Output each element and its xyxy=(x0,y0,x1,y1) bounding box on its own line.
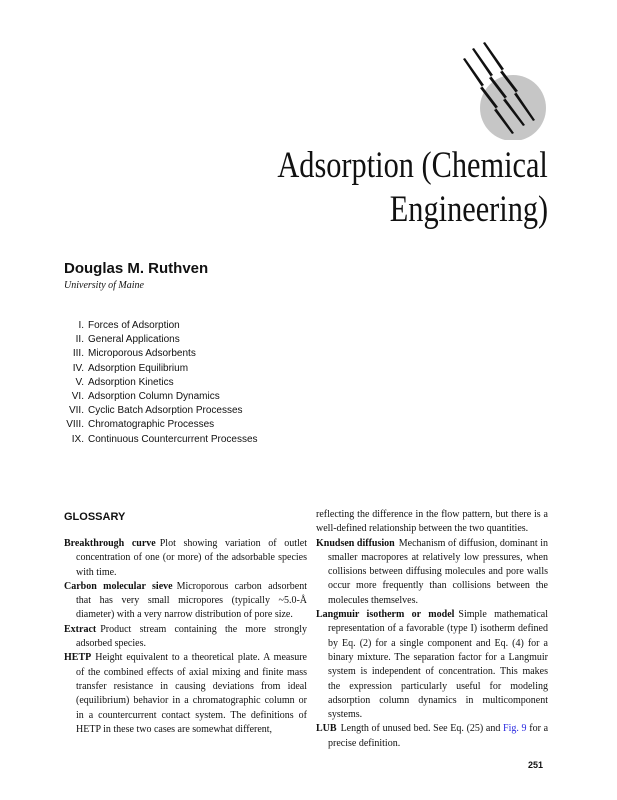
toc-item[interactable] xyxy=(60,418,258,432)
glossary-entry-lub xyxy=(316,722,548,751)
toc-item[interactable] xyxy=(60,376,258,390)
glossary-definition: Height equivalent to a theoretical plate. A measure of the combined effects of axial mixing and finite mass transfer resistance in causing deviations from ideal (equilibrium) behavior in a chromatographic column or in a countercurrent contact system. The definitions of HETP in these two cases are somewhat different, xyxy=(76,652,307,735)
glossary-definition: Plot showing variation of outlet concentration of one (or more) of the adsorbable species with time. xyxy=(76,538,308,578)
glossary-definition: for a precise definition. xyxy=(328,723,549,749)
table-of-contents xyxy=(60,319,258,447)
toc-item[interactable] xyxy=(60,319,258,333)
toc-number: VI. xyxy=(71,391,84,403)
glossary-definition: Microporous carbon adsorbent that has very small micropores (typically ~5.0-Å diameter) with a very narrow distribution of pore size. xyxy=(76,580,307,621)
glossary-term: HETP xyxy=(64,652,92,664)
glossary-term: Langmuir isotherm or model xyxy=(316,609,455,621)
glossary-term: Carbon molecular sieve xyxy=(64,580,173,592)
glossary-term: Breakthrough curve xyxy=(64,538,156,549)
glossary-term: LUB xyxy=(316,723,337,735)
glossary-entry xyxy=(316,537,548,608)
glossary-term: Extract xyxy=(64,623,97,635)
toc-number: III. xyxy=(72,348,84,360)
title-line-1: Adsorption (Chemical xyxy=(277,145,548,186)
toc-item[interactable] xyxy=(60,347,258,361)
toc-label: Adsorption Column Dynamics xyxy=(88,391,220,403)
toc-number: VII. xyxy=(68,405,84,417)
glossary-entry xyxy=(64,580,307,623)
toc-label: Adsorption Kinetics xyxy=(88,376,174,388)
author-name: Douglas M. Ruthven xyxy=(64,260,209,277)
toc-label: General Applications xyxy=(88,334,180,346)
toc-number: II. xyxy=(75,334,84,346)
toc-label: Cyclic Batch Adsorption Processes xyxy=(88,405,243,417)
glossary-continuation: reflecting the difference in the flow pattern, but there is a well-defined relationship between the two quantities. xyxy=(316,509,548,535)
glossary-definition: Mechanism of diffusion, dominant in smaller macropores at relatively low pressures, when collisions between diffusing molecules and pore walls occur more frequently than collisions between the molecules themselves. xyxy=(328,537,548,606)
toc-number: I. xyxy=(78,320,84,331)
figure-link[interactable]: Fig. 9 xyxy=(503,723,527,735)
toc-item[interactable] xyxy=(60,404,258,418)
toc-item[interactable] xyxy=(60,433,258,447)
toc-label: Microporous Adsorbents xyxy=(88,348,196,360)
glossary-right-column xyxy=(316,508,548,751)
title-line-2: Engineering) xyxy=(389,189,548,230)
toc-number: VIII. xyxy=(66,419,84,431)
glossary-term: Knudsen diffusion xyxy=(316,537,395,549)
toc-number: IX. xyxy=(71,433,84,445)
toc-label: Continuous Countercurrent Processes xyxy=(88,433,258,445)
glossary-definition: Length of unused bed. See Eq. (25) and xyxy=(340,723,501,735)
glossary-left-column xyxy=(64,537,307,737)
author-affiliation: University of Maine xyxy=(64,280,144,291)
toc-item[interactable] xyxy=(60,390,258,404)
glossary-entry xyxy=(64,623,307,652)
glossary-definition: Simple mathematical representation of a favorable (type I) isotherm defined by Eq. (2) for a single component and Eq. (4) for a binary mixture. The separation factor for a Langmuir system is independent of concentration. This makes the expression particularly useful for modeling adsorption column dynamics in multicomponent systems. xyxy=(328,609,548,721)
glossary-definition: Product stream containing the more strongly adsorbed species. xyxy=(76,623,307,650)
toc-label: Adsorption Equilibrium xyxy=(88,362,189,374)
toc-item[interactable] xyxy=(60,333,258,347)
toc-label: Forces of Adsorption xyxy=(88,320,180,331)
glossary-entry xyxy=(316,608,548,722)
toc-number: IV. xyxy=(72,362,84,374)
page-number: 251 xyxy=(528,760,544,770)
glossary-heading: GLOSSARY xyxy=(64,511,126,523)
glossary-entry xyxy=(64,537,307,580)
glossary-entry xyxy=(64,651,307,737)
toc-item[interactable] xyxy=(60,362,258,376)
lightning-logo-icon xyxy=(440,30,560,140)
toc-number: V. xyxy=(75,376,84,388)
toc-label: Chromatographic Processes xyxy=(88,419,215,431)
